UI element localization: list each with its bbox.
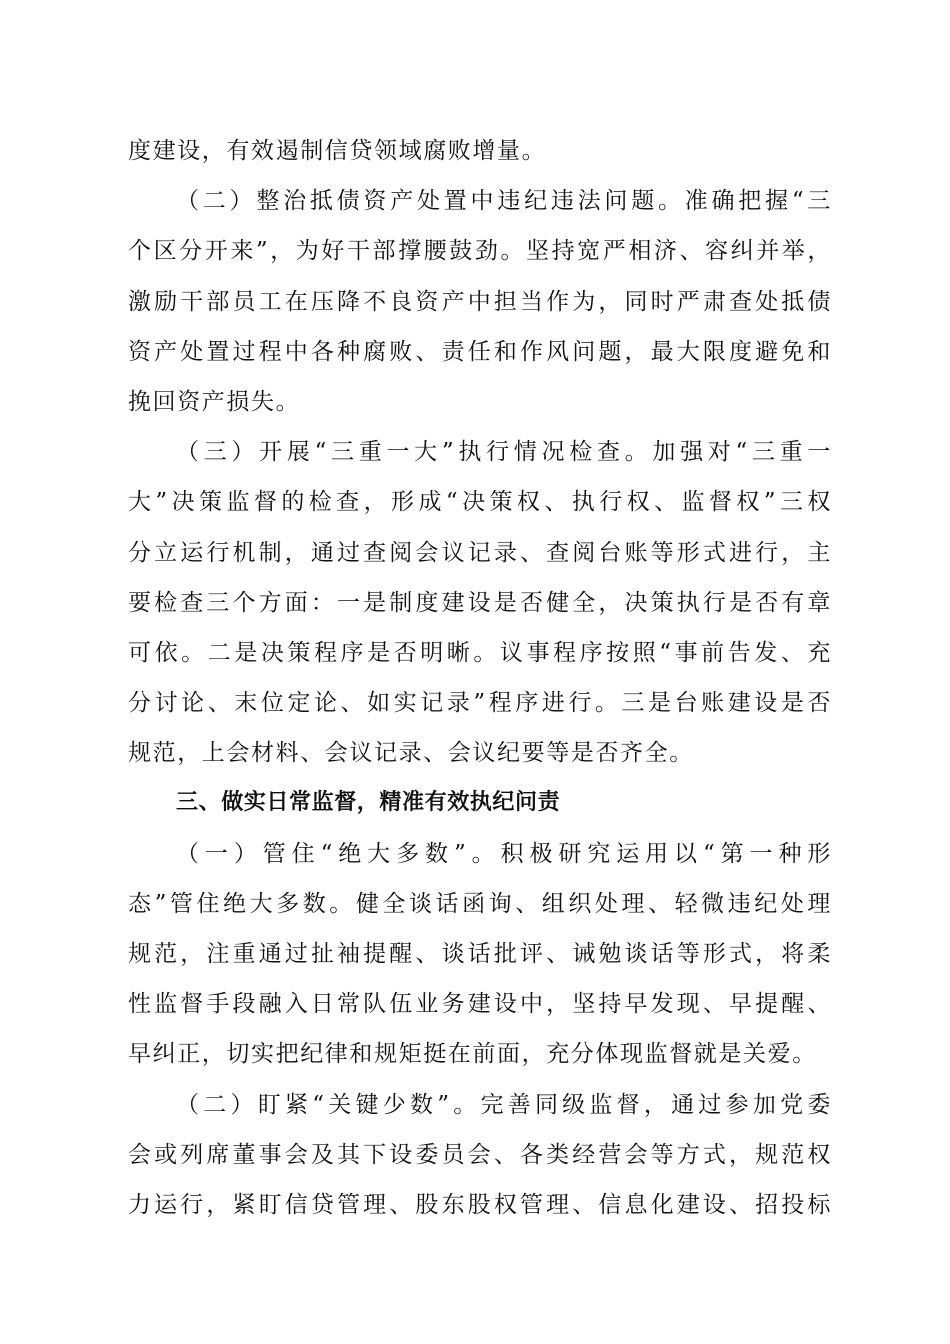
paragraph-line: 资产处置过程中各种腐败、责任和作风问题，最大限度避免和: [128, 338, 832, 365]
paragraph-line: 挽回资产损失。: [128, 388, 301, 415]
paragraph-line: 大”决策监督的检查，形成“决策权、执行权、监督权”三权: [128, 489, 832, 516]
paragraph-line: （二）盯紧“关键少数”。完善同级监督，通过参加党委: [176, 1091, 832, 1118]
paragraph-line: 性监督手段融入日常队伍业务建设中，坚持早发现、早提醒、: [128, 991, 832, 1018]
paragraph-line: 力运行，紧盯信贷管理、股东股权管理、信息化建设、招投标: [128, 1191, 832, 1218]
paragraph-line: 可依。二是决策程序是否明晰。议事程序按照“事前告发、充: [128, 639, 832, 666]
paragraph-line: （二）整治抵债资产处置中违纪违法问题。准确把握“三: [176, 188, 832, 215]
paragraph-line: 分讨论、末位定论、如实记录”程序进行。三是台账建设是否: [128, 690, 832, 717]
paragraph-line: 会或列席董事会及其下设委员会、各类经营会等方式，规范权: [128, 1141, 832, 1168]
section-heading: 三、做实日常监督，精准有效执纪问责: [176, 790, 561, 816]
paragraph-line: 度建设，有效遏制信贷领域腐败增量。: [128, 138, 547, 164]
paragraph-line: （一）管住“绝大多数”。积极研究运用以“第一种形: [176, 840, 832, 867]
paragraph-line: 早纠正，切实把纪律和规矩挺在前面，充分体现监督就是关爱。: [128, 1041, 817, 1068]
paragraph-line: 激励干部员工在压降不良资产中担当作为，同时严肃查处抵债: [128, 288, 832, 315]
document-body: [128, 126, 832, 1230]
paragraph-line: 要检查三个方面：一是制度建设是否健全，决策执行是否有章: [128, 589, 832, 616]
paragraph-line: 分立运行机制，通过查阅会议记录、查阅台账等形式进行，主: [128, 539, 832, 566]
paragraph-line: （三）开展“三重一大”执行情况检查。加强对“三重一: [176, 439, 832, 466]
paragraph-line: 规范，上会材料、会议记录、会议纪要等是否齐全。: [128, 740, 694, 767]
paragraph-line: 规范，注重通过扯袖提醒、谈话批评、诫勉谈话等形式，将柔: [128, 941, 832, 967]
paragraph-line: 态”管住绝大多数。健全谈话函询、组织处理、轻微违纪处理: [128, 890, 832, 917]
paragraph-line: 个区分开来”，为好干部撑腰鼓劲。坚持宽严相济、容纠并举，: [128, 238, 832, 265]
